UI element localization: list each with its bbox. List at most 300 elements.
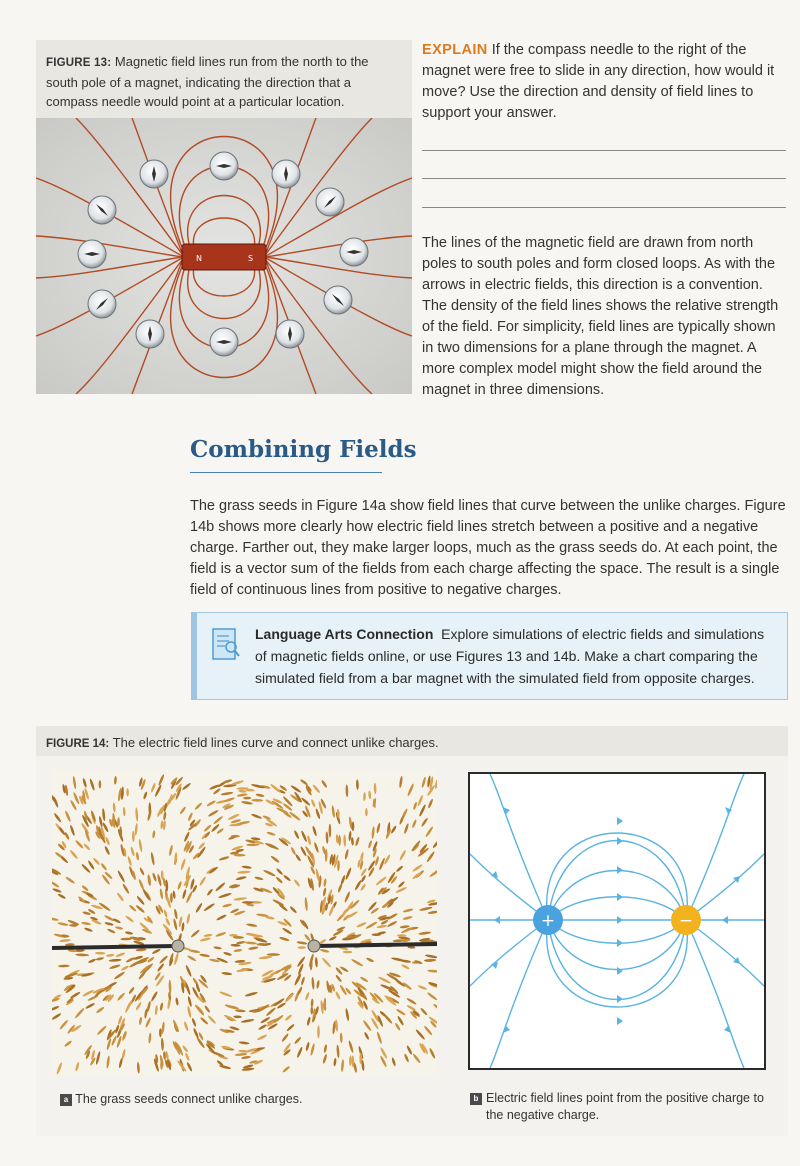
grass-seed	[159, 888, 163, 899]
grass-seed	[104, 922, 114, 927]
grass-seed	[136, 895, 145, 905]
grass-seed	[320, 948, 330, 953]
grass-seed	[134, 823, 138, 836]
grass-seed	[199, 876, 207, 886]
grass-seed	[294, 1036, 302, 1044]
grass-seed	[109, 959, 122, 963]
grass-seed	[203, 933, 212, 937]
answer-line[interactable]	[422, 150, 786, 151]
grass-seed	[322, 1054, 327, 1064]
grass-seed	[417, 985, 427, 991]
grass-seed	[417, 795, 424, 807]
grass-seed	[163, 909, 168, 917]
grass-seed	[136, 852, 140, 861]
grass-seed	[282, 796, 293, 808]
grass-seed	[267, 953, 280, 956]
grass-seed	[397, 934, 407, 937]
grass-seed	[213, 946, 222, 950]
grass-seed	[418, 804, 426, 817]
grass-seed	[305, 992, 311, 1001]
grass-seed	[84, 927, 93, 933]
grass-seed	[419, 906, 433, 911]
grass-seed	[344, 849, 349, 860]
grass-seed	[186, 1062, 193, 1072]
dipole-field-lines	[470, 774, 764, 1068]
grass-seed	[427, 798, 433, 808]
grass-seed	[57, 922, 68, 927]
answer-line[interactable]	[422, 207, 786, 208]
grass-seed	[266, 831, 276, 836]
grass-seed	[113, 971, 125, 980]
grass-seed	[298, 946, 306, 949]
grass-seed	[360, 852, 365, 862]
grass-seed	[237, 793, 248, 797]
grass-seed	[172, 890, 176, 898]
grass-seed	[59, 939, 71, 943]
grass-seed	[378, 976, 392, 985]
grass-seed	[251, 837, 261, 841]
grass-seed	[272, 899, 284, 907]
grass-seed	[83, 843, 91, 851]
grass-seed	[254, 876, 263, 881]
grass-seed	[239, 1041, 250, 1045]
grass-seed	[216, 914, 227, 921]
grass-seed	[321, 957, 331, 968]
grass-seed	[365, 808, 368, 816]
grass-seed	[283, 874, 292, 881]
grass-seed	[185, 965, 192, 978]
grass-seed	[348, 1040, 354, 1053]
grass-seed	[333, 1058, 337, 1067]
grass-seed	[406, 1045, 413, 1055]
grass-seed	[337, 883, 343, 893]
grass-seed	[194, 802, 203, 810]
grass-seed	[372, 798, 377, 808]
grass-seed	[245, 941, 257, 945]
grass-seed	[368, 791, 371, 800]
grass-seed	[349, 1055, 352, 1066]
grass-seed	[215, 931, 226, 937]
grass-seed	[190, 929, 200, 938]
grass-seed	[296, 1046, 303, 1058]
grass-seed	[64, 832, 70, 840]
language-arts-connection-box	[191, 612, 788, 700]
grass-seed	[143, 791, 148, 799]
grass-seed	[290, 785, 302, 794]
grass-seed	[400, 925, 410, 929]
grass-seed	[182, 889, 187, 899]
grass-seed	[183, 1021, 189, 1031]
grass-seed	[233, 1015, 242, 1018]
grass-seed	[139, 867, 145, 876]
grass-seed	[286, 1023, 295, 1032]
grass-seed	[355, 837, 360, 847]
grass-seed	[116, 892, 124, 902]
grass-seed	[137, 1062, 140, 1074]
figure14a-tag: a	[60, 1094, 72, 1106]
grass-seed	[207, 1015, 216, 1025]
grass-seed	[418, 931, 431, 935]
grass-seed	[421, 817, 429, 827]
grass-seed	[152, 948, 162, 955]
grass-seed	[139, 1017, 143, 1026]
grass-seed-photo	[52, 770, 437, 1076]
grass-seed	[185, 1052, 191, 1061]
grass-seed	[135, 807, 139, 821]
grass-seed	[412, 864, 423, 873]
grass-seed	[52, 917, 59, 922]
grass-seed	[117, 870, 126, 883]
grass-seed	[114, 776, 117, 785]
grass-seed	[338, 835, 341, 846]
grass-seed	[128, 986, 135, 994]
grass-seed	[412, 871, 423, 880]
grass-seed	[310, 1006, 313, 1014]
grass-seed	[246, 923, 257, 928]
grass-seed	[105, 837, 111, 846]
grass-seed	[218, 892, 232, 899]
grass-seed	[85, 1002, 95, 1009]
grass-seed	[270, 855, 280, 863]
grass-seed	[372, 933, 381, 936]
grass-seed	[376, 924, 387, 928]
magnetic-field-paragraph: The lines of the magnetic field are drawn from north poles to south poles and form closed loops. As with the arrows in electric fields, this direction is a convention. The density of the field lines shows the relative strength of the field. For simplicity, field lines are typically shown in two dimensions for a plane through the magnet. A more complex model might show the field around the magnet in three dimensions.	[422, 235, 779, 398]
grass-seed	[304, 897, 308, 911]
grass-seed	[75, 839, 84, 849]
grass-seed	[391, 1057, 396, 1066]
grass-seed	[185, 891, 193, 904]
grass-seed	[200, 1016, 209, 1025]
figure14a-caption-text: The grass seeds connect unlike charges.	[75, 1092, 303, 1106]
grass-seed	[163, 811, 167, 820]
grass-seed	[257, 1034, 268, 1041]
electrode-tip-left	[172, 940, 184, 952]
grass-seed	[118, 1058, 123, 1069]
grass-seed	[126, 788, 129, 796]
grass-seed	[52, 880, 60, 888]
grass-seed	[125, 915, 134, 923]
grass-seed	[255, 793, 264, 797]
grass-seed	[396, 1008, 407, 1016]
grass-seed	[192, 977, 200, 987]
grass-seed	[300, 778, 309, 785]
grass-seed	[391, 957, 405, 962]
grass-seed	[351, 958, 364, 967]
grass-seed	[206, 888, 213, 896]
connection-text	[255, 623, 775, 689]
grass-seed	[306, 1016, 311, 1026]
grass-seed	[219, 856, 230, 862]
grass-seed	[411, 840, 422, 852]
grass-seed	[132, 831, 135, 842]
figure13-magnet-photo	[36, 118, 412, 394]
figure14-caption	[36, 726, 788, 756]
grass-seed	[241, 1018, 255, 1023]
grass-seed	[116, 1035, 122, 1048]
grass-seed	[75, 953, 89, 956]
grass-seed	[295, 854, 302, 862]
grass-seed	[181, 922, 185, 932]
grass-seed	[56, 1062, 63, 1075]
grass-seed	[426, 851, 435, 863]
grass-seed	[312, 825, 318, 836]
grass-seed	[406, 997, 417, 1005]
grass-seed	[403, 908, 414, 913]
grass-seed	[351, 1055, 354, 1067]
grass-seed	[285, 1014, 293, 1021]
answer-line[interactable]	[422, 178, 786, 179]
grass-seed	[312, 784, 321, 794]
grass-seed	[179, 806, 186, 815]
grass-seed	[282, 1065, 291, 1073]
grass-seed	[213, 815, 224, 824]
grass-seed	[187, 812, 193, 821]
grass-seed	[413, 802, 418, 811]
grass-seed	[336, 834, 339, 844]
grass-seed	[233, 949, 242, 953]
grass-seed	[399, 815, 405, 825]
grass-seed	[222, 903, 232, 908]
grass-seed	[322, 887, 326, 896]
figure13-caption-text: Magnetic field lines run from the north to the south pole of a magnet, indicating the direction that a compass needle would point at a particular location.	[46, 54, 369, 109]
grass-seed	[402, 916, 412, 921]
grass-seed	[323, 878, 327, 887]
figure13-label: FIGURE 13:	[46, 57, 112, 69]
electrode-right	[316, 944, 437, 946]
grass-seed	[184, 982, 191, 995]
grass-seed	[265, 1007, 276, 1017]
grass-seed	[432, 839, 437, 849]
grass-seed	[106, 954, 114, 957]
section-title-underline	[190, 472, 382, 473]
grass-seed	[395, 886, 407, 894]
grass-seed	[403, 823, 409, 834]
grass-seed	[406, 1004, 416, 1011]
figure14b-caption-text: Electric field lines point from the positive charge to the negative charge.	[486, 1091, 764, 1122]
grass-seed	[183, 831, 190, 842]
grass-seed	[182, 782, 192, 791]
grass-seed	[70, 991, 81, 999]
grass-seed	[282, 927, 293, 935]
grass-seed	[123, 807, 126, 816]
grass-seed	[173, 918, 178, 930]
grass-seed	[78, 896, 87, 904]
grass-seed	[328, 935, 337, 941]
grass-seed	[294, 973, 302, 985]
grass-seed	[106, 1055, 110, 1068]
grass-seed	[335, 991, 341, 1000]
grass-seed	[203, 903, 215, 912]
grass-seed	[360, 883, 367, 891]
grass-seed	[376, 1031, 382, 1044]
grass-seed	[311, 999, 314, 1008]
grass-seed	[206, 800, 216, 807]
grass-seed	[238, 790, 246, 793]
grass-seed	[427, 992, 437, 1001]
grass-seed	[64, 1040, 73, 1048]
grass-seed	[236, 940, 246, 944]
grass-seed	[109, 964, 121, 970]
grass-seed	[426, 959, 436, 962]
grass-seed	[249, 934, 263, 938]
grass-seed	[199, 937, 211, 942]
grass-seed	[242, 865, 252, 869]
grass-seed	[425, 826, 434, 838]
grass-seed	[168, 845, 173, 857]
grass-seed	[158, 774, 165, 786]
grass-seed	[148, 1033, 152, 1044]
grass-seed	[304, 934, 311, 942]
grass-seed	[356, 779, 359, 789]
grass-seed	[310, 1043, 316, 1056]
grass-seed	[362, 1019, 372, 1031]
grass-seed	[81, 972, 92, 977]
grass-seed	[429, 1048, 436, 1059]
grass-seed	[73, 792, 81, 805]
grass-seed	[159, 1028, 162, 1037]
grass-seed	[237, 870, 250, 874]
grass-seed	[81, 885, 89, 892]
grass-seed	[336, 1045, 340, 1059]
grass-seed	[75, 1062, 80, 1072]
grass-seed	[204, 1005, 211, 1013]
grass-seed	[196, 1037, 206, 1049]
grass-seed	[231, 780, 244, 786]
grass-seed	[152, 830, 156, 838]
grass-seed	[233, 897, 247, 901]
grass-seed	[219, 991, 233, 998]
grass-seed	[96, 1006, 105, 1014]
grass-seed	[147, 874, 152, 884]
grass-seed	[104, 914, 115, 922]
grass-seed	[124, 1000, 132, 1013]
grass-seed	[310, 866, 316, 875]
grass-seed	[125, 931, 134, 935]
grass-seed	[165, 917, 171, 926]
explain-keyword: EXPLAIN	[422, 42, 488, 58]
grass-seed	[82, 778, 87, 788]
grass-seed	[293, 830, 299, 840]
grass-seed	[115, 926, 124, 930]
grass-seed	[364, 1032, 370, 1041]
explain-prompt	[422, 40, 788, 124]
grass-seed	[161, 1022, 165, 1034]
grass-seed	[53, 812, 62, 822]
grass-seed	[245, 991, 258, 997]
grass-seed	[412, 1053, 421, 1064]
grass-seed	[404, 1053, 410, 1062]
grass-seed	[375, 876, 387, 886]
grass-seed	[161, 1039, 164, 1051]
grass-seed	[321, 780, 328, 789]
grass-seed	[159, 955, 169, 964]
grass-seed	[52, 1013, 62, 1021]
grass-seed	[341, 1059, 345, 1072]
grass-seed	[230, 944, 240, 947]
grass-seed	[159, 1002, 163, 1011]
grass-seed	[186, 913, 191, 924]
grass-seed	[235, 1009, 246, 1013]
grass-seed	[259, 955, 273, 959]
grass-seed	[235, 876, 246, 881]
grass-seed	[297, 986, 303, 995]
grass-seed	[289, 906, 297, 914]
magnet-south-label: S	[248, 254, 254, 263]
grass-seed	[281, 1033, 289, 1042]
grass-seed	[173, 952, 179, 965]
grass-seed	[57, 893, 66, 899]
grass-seed	[81, 921, 91, 925]
grass-seed	[196, 846, 206, 859]
grass-seed	[365, 921, 378, 930]
grass-seed	[96, 1025, 107, 1036]
grass-seed	[99, 780, 102, 788]
grass-seed	[427, 910, 437, 914]
grass-seed	[379, 1010, 387, 1017]
grass-seed	[265, 842, 277, 849]
grass-seed	[70, 799, 78, 810]
grass-seed	[397, 881, 405, 889]
grass-seed	[111, 1035, 118, 1046]
grass-seed	[366, 957, 375, 963]
grass-seed	[243, 797, 251, 800]
grass-seed	[175, 997, 179, 1006]
grass-seed	[233, 936, 244, 939]
grass-seed	[182, 1045, 189, 1053]
grass-seed	[329, 824, 332, 838]
grass-seed	[374, 783, 377, 794]
grass-seed	[191, 1018, 197, 1027]
grass-seed	[152, 872, 158, 882]
connection-body: Explore simulations of electric fields and simulations of magnetic fields online, or use Figures 13 and 14b. Make a chart comparing the simulated field from a bar magnet with the simulated field from opposite charges.	[255, 626, 765, 686]
explain-text: If the compass needle to the right of the magnet were free to slide in any direction, how would it move? Use the direction and density of field lines to support your answer.	[422, 42, 775, 121]
grass-seed	[89, 778, 95, 791]
grass-seed	[263, 869, 276, 877]
grass-seed	[407, 783, 415, 797]
grass-seed	[145, 1017, 152, 1028]
section-title: Combining Fields	[190, 436, 417, 463]
grass-seed	[95, 952, 105, 955]
positive-charge-symbol: +	[540, 911, 556, 931]
grass-seed	[399, 850, 407, 861]
grass-seed	[117, 992, 126, 1001]
grass-seed	[203, 824, 212, 832]
grass-seed	[187, 955, 197, 962]
grass-seed	[399, 776, 403, 788]
grass-seed	[213, 788, 222, 795]
bar-magnet	[182, 244, 266, 270]
grass-seed	[138, 879, 145, 891]
grass-seed	[72, 776, 77, 789]
grass-seed	[115, 952, 125, 958]
grass-seed	[69, 825, 75, 837]
connection-title: Language Arts Connection	[255, 626, 434, 642]
grass-seed	[283, 918, 293, 928]
figure14a-caption	[60, 1092, 302, 1106]
grass-seed	[195, 902, 203, 913]
grass-seed	[58, 826, 66, 835]
grass-seed	[136, 948, 147, 952]
grass-seed	[54, 851, 62, 858]
grass-seed	[420, 1007, 428, 1016]
grass-seed	[311, 977, 315, 990]
grass-seed	[315, 957, 318, 967]
grass-seed	[316, 980, 320, 989]
grass-seed	[251, 799, 263, 802]
grass-seed	[276, 868, 284, 876]
grass-seed	[170, 893, 173, 903]
grass-seed	[275, 876, 283, 884]
